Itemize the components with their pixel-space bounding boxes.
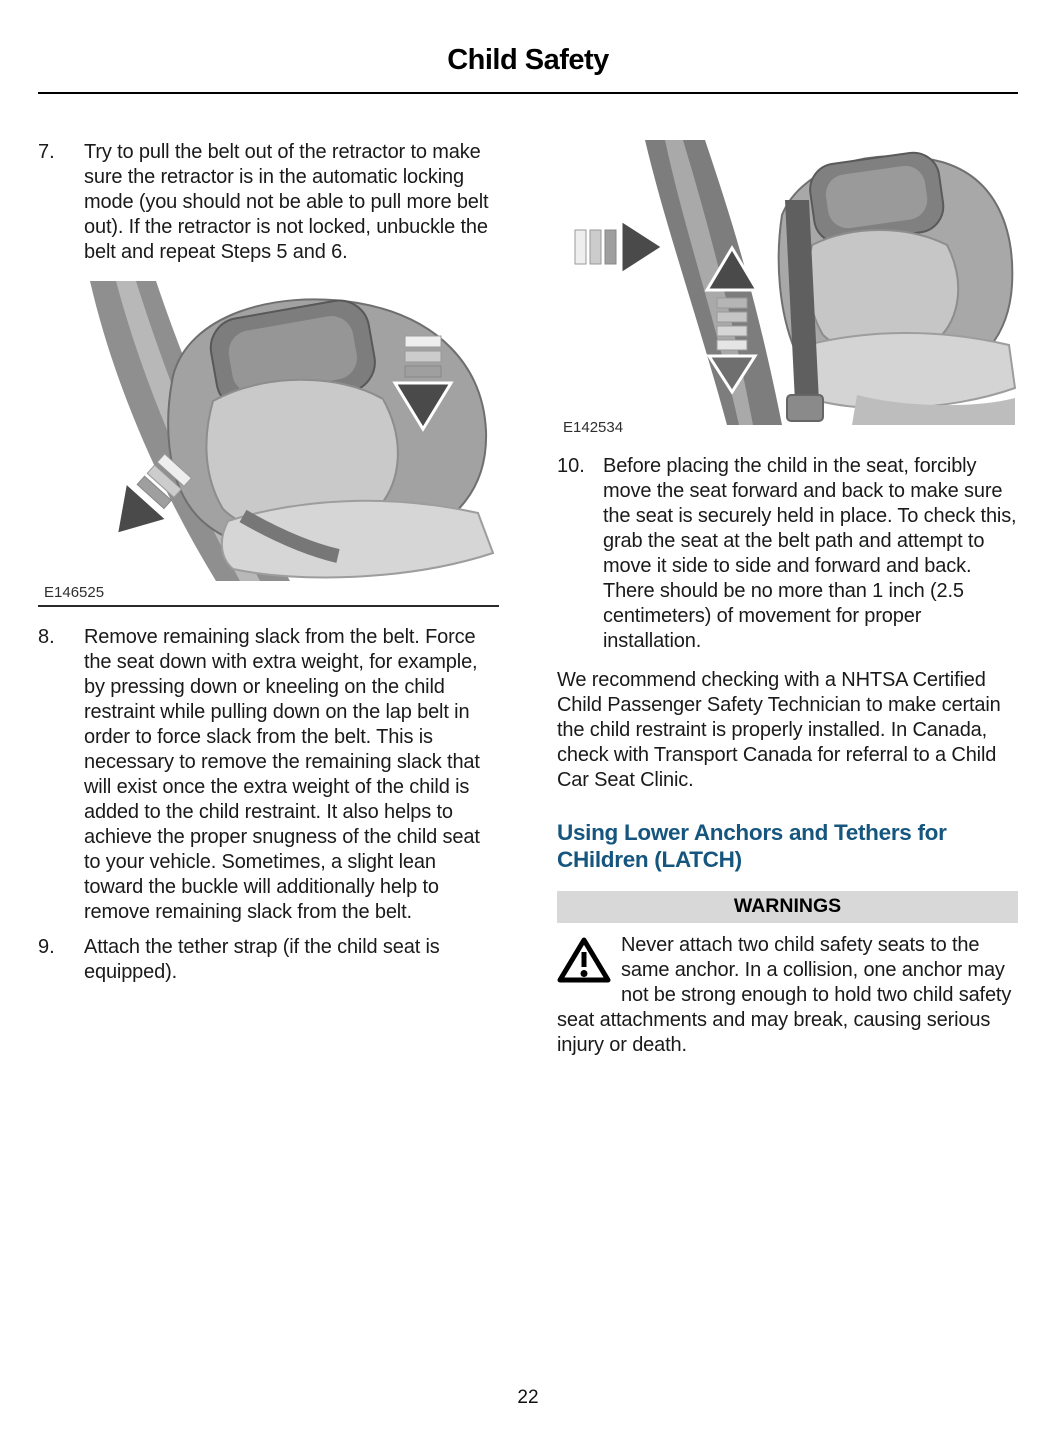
child-seat-illustration bbox=[557, 140, 1018, 440]
page-footer bbox=[0, 1387, 1056, 1409]
warnings-header: WARNINGS bbox=[557, 891, 1018, 923]
child-seat-illustration bbox=[38, 281, 499, 581]
page-number: 22 bbox=[517, 1387, 539, 1408]
item-number: 7. bbox=[38, 141, 55, 163]
two-column-layout bbox=[38, 140, 1018, 1058]
item-number: 9. bbox=[38, 936, 55, 958]
instruction-item-9 bbox=[38, 935, 499, 985]
item-text: Before placing the child in the seat, forcibly move the seat forward and back to make sure the seat is securely held in place. To check this, grab the seat at the belt path and attempt to move it side to side and forward and back. There should be no more than 1 inch (2.5 centimeters) of movement for proper installation. bbox=[603, 455, 1017, 652]
instruction-item-8 bbox=[38, 625, 499, 925]
warning-block bbox=[557, 933, 1018, 1058]
header-rule bbox=[38, 92, 1018, 94]
warning-triangle-icon bbox=[557, 936, 611, 984]
recommendation-paragraph: We recommend checking with a NHTSA Certified Child Passenger Safety Technician to make certain the child restraint is properly installed. In Canada, check with Transport Canada for referral to a Child Car Seat Clinic. bbox=[557, 669, 1001, 791]
figure-label: E146525 bbox=[44, 584, 105, 601]
figure-child-seat-check bbox=[557, 140, 1018, 440]
figure-child-seat-belt bbox=[38, 281, 499, 607]
page-header bbox=[38, 44, 1018, 94]
warning-text: Never attach two child safety seats to the same anchor. In a collision, one anchor may not be strong enough to hold two child safety seat attachments and may break, causing serious injury or death. bbox=[557, 934, 1012, 1056]
section-heading-latch: Using Lower Anchors and Tethers for CHildren (LATCH) bbox=[557, 820, 947, 872]
right-arrow-icon bbox=[575, 220, 663, 274]
item-text: Try to pull the belt out of the retractor to make sure the retractor is in the automatic locking mode (you should not be able to pull more belt out). If the retractor is not locked, unbuckle the belt and repeat Steps 5 and 6. bbox=[84, 141, 489, 263]
item-text: Remove remaining slack from the belt. Force the seat down with extra weight, for example, by pressing down or kneeling on the child restraint while pulling down on the lap belt in order to force slack from the belt. This is necessary to remove the remaining slack that will exist once the extra weight of the child is added to the child restraint. It also helps to achieve the proper snugness of the child seat to your vehicle. Sometimes, a slight lean toward the buckle will additionally help to remove remaining slack from the belt. bbox=[84, 626, 480, 923]
instruction-item-7 bbox=[38, 140, 499, 265]
page-title: Child Safety bbox=[447, 44, 609, 76]
item-number: 8. bbox=[38, 626, 55, 648]
left-column bbox=[38, 140, 499, 1058]
item-text: Attach the tether strap (if the child seat is equipped). bbox=[84, 936, 440, 983]
item-number: 10. bbox=[557, 455, 585, 477]
figure-label: E142534 bbox=[563, 419, 624, 436]
right-column bbox=[557, 140, 1018, 1058]
instruction-item-10 bbox=[557, 454, 1018, 654]
